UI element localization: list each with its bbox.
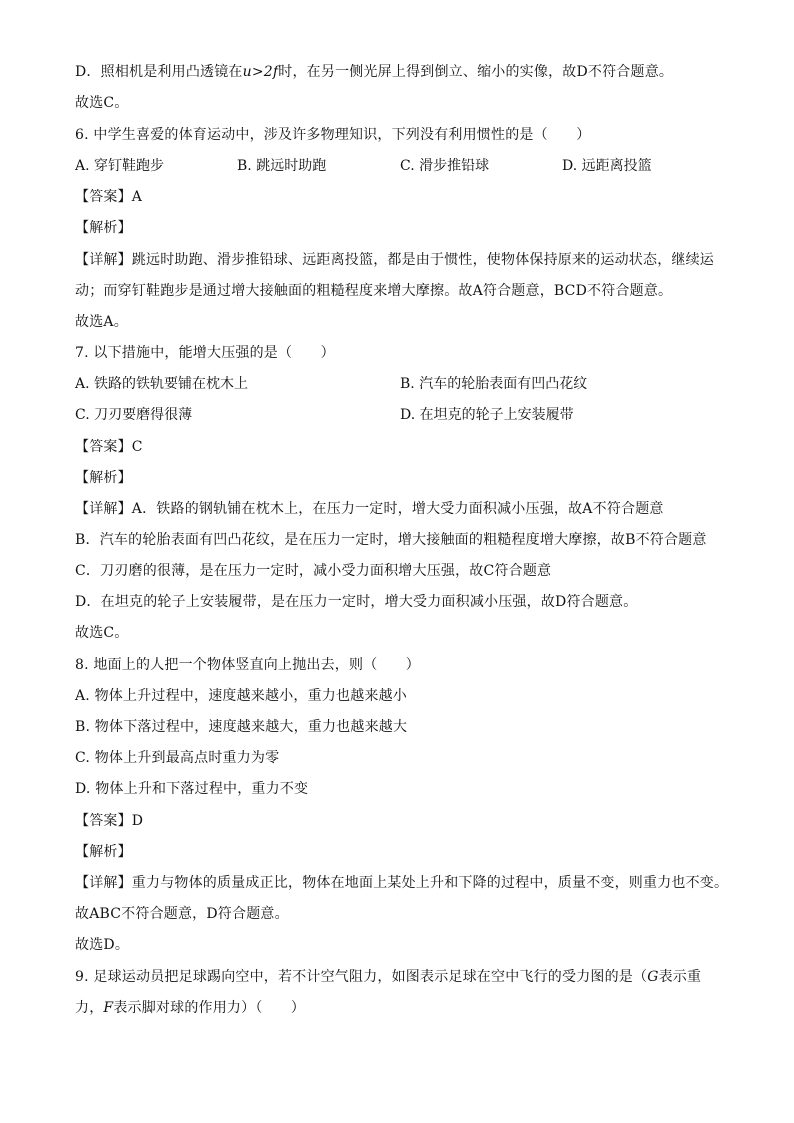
- q8-detail-line-2: 故ABC不符合题意，D符合题意。: [75, 906, 289, 922]
- q8-analysis-label: 【解析】: [75, 844, 132, 860]
- q7-option-c: C. 刀刃要磨得很薄: [75, 407, 193, 423]
- q6-option-a: A. 穿钉鞋跑步: [75, 158, 165, 174]
- q9-stem-line-2: [75, 998, 305, 1018]
- q8-stem: 8. 地面上的人把一个物体竖直向上抛出去，则（ ）: [75, 657, 421, 673]
- q5-option-d-post: 时，在另一侧光屏上得到倒立、缩小的实像，故D不符合题意。: [278, 64, 674, 80]
- q6-conclusion: 故选A。: [75, 314, 128, 330]
- q9-stem-post: 表示重: [658, 969, 702, 985]
- q9-stem2-post: 表示脚对球的作用力）（ ）: [113, 1000, 306, 1016]
- q7-detail-line-4: D．在坦克的轮子上安装履带，是在压力一定时，增大受力面积减小压强，故D符合题意。: [75, 594, 638, 610]
- q6-analysis-label: 【解析】: [75, 220, 132, 236]
- q7-option-a: A. 铁路的铁轨要铺在枕木上: [75, 376, 249, 392]
- q7-detail-line-2: B．汽车的轮胎表面有凹凸花纹，是在压力一定时，增大接触面的粗糙程度增大摩擦，故B不符合题意: [75, 532, 707, 548]
- q8-answer: 【答案】D: [75, 813, 144, 829]
- q8-conclusion: 故选D。: [75, 937, 130, 953]
- q7-detail-line-3: C．刀刃磨的很薄，是在压力一定时，减小受力面积增大压强，故C符合题意: [75, 563, 552, 579]
- q6-detail-line-1: 【详解】跳远时助跑、滑步推铅球、远距离投篮，都是由于惯性，使物体保持原来的运动状态，继续运: [75, 252, 714, 268]
- q5-option-d-pre: D．照相机是利用凸透镜在: [75, 64, 243, 80]
- q6-option-d: D. 远距离投篮: [562, 158, 652, 174]
- q8-option-d: D. 物体上升和下落过程中，重力不变: [75, 781, 309, 797]
- q8-detail-line-1: 【详解】重力与物体的质量成正比，物体在地面上某处上升和下降的过程中，质量不变，则重力也不变。: [75, 875, 729, 891]
- q7-conclusion: 故选C。: [75, 625, 129, 641]
- q9-stem-pre: 9. 足球运动员把足球踢向空中，若不计空气阻力，如图表示足球在空中飞行的受力图的是（: [75, 969, 648, 985]
- q6-option-c: C. 滑步推铅球: [400, 158, 490, 174]
- q6-stem: 6. 中学生喜爱的体育运动中，涉及许多物理知识，下列没有利用惯性的是（ ）: [75, 127, 591, 143]
- q5-math-condition: u>2f: [242, 64, 279, 80]
- q7-option-d: D. 在坦克的轮子上安装履带: [400, 407, 574, 423]
- q5-option-d-line: [75, 62, 673, 82]
- q8-option-c: C. 物体上升到最高点时重力为零: [75, 750, 280, 766]
- q9-symbol-f: F: [103, 1000, 114, 1016]
- q8-option-b: B. 物体下落过程中，速度越来越大，重力也越来越大: [75, 719, 408, 735]
- q5-conclusion: 故选C。: [75, 95, 129, 111]
- q9-symbol-g: G: [647, 969, 659, 985]
- q7-analysis-label: 【解析】: [75, 470, 132, 486]
- q9-stem-line-1: [75, 967, 701, 987]
- q6-option-b: B. 跳远时助跑: [237, 158, 327, 174]
- q7-option-b: B. 汽车的轮胎表面有凹凸花纹: [400, 376, 588, 392]
- q7-stem: 7. 以下措施中，能增大压强的是（ ）: [75, 345, 335, 361]
- q9-stem2-pre: 力，: [75, 1000, 104, 1016]
- q6-detail-line-2: 动；而穿钉鞋跑步是通过增大接触面的粗糙程度来增大摩擦。故A符合题意，BCD不符合题意。: [75, 283, 673, 299]
- q7-answer: 【答案】C: [75, 439, 143, 455]
- q6-answer: 【答案】A: [75, 189, 143, 205]
- q8-option-a: A. 物体上升过程中，速度越来越小，重力也越来越小: [75, 688, 408, 704]
- q7-detail-line-1: 【详解】A．铁路的钢轨铺在枕木上，在压力一定时，增大受力面积减小压强，故A不符合题意: [75, 501, 664, 517]
